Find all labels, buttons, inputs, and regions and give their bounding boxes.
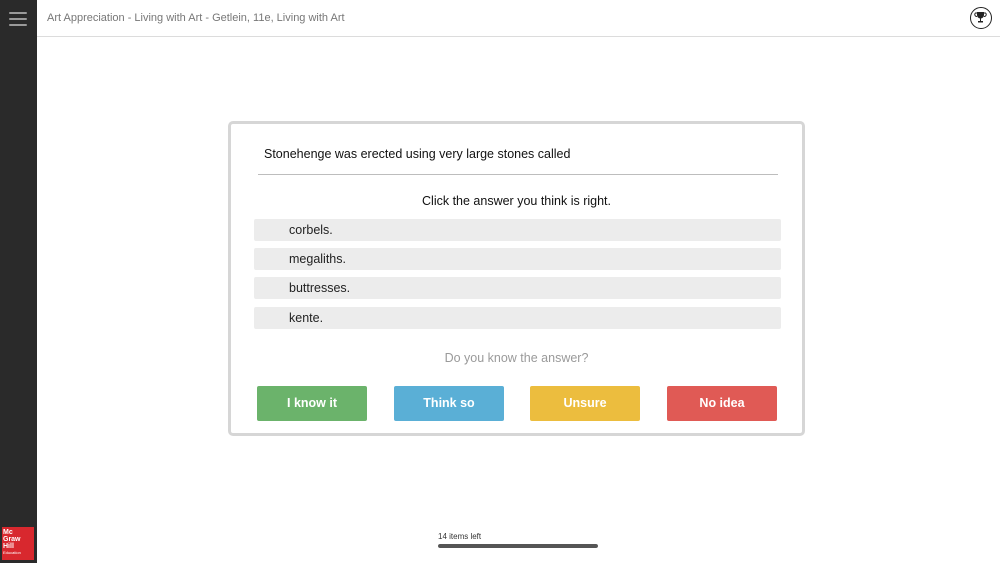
think-so-button[interactable]: Think so	[394, 386, 504, 421]
trophy-icon[interactable]	[970, 7, 992, 29]
i-know-it-button[interactable]: I know it	[257, 386, 367, 421]
divider	[258, 174, 778, 175]
answer-choice-megaliths[interactable]: megaliths.	[254, 248, 781, 270]
mcgraw-hill-logo: Mc Graw Hill Education	[2, 527, 34, 560]
progress-bar	[438, 544, 598, 548]
course-title: Art Appreciation - Living with Art - Getlein, 11e, Living with Art	[47, 12, 345, 24]
question-card	[228, 121, 805, 436]
progress-bar-fill	[438, 544, 598, 548]
sidebar	[0, 0, 37, 563]
answer-choice-buttresses[interactable]: buttresses.	[254, 277, 781, 299]
header	[37, 0, 1000, 37]
confidence-prompt: Do you know the answer?	[444, 351, 589, 365]
answer-choice-kente[interactable]: kente.	[254, 307, 781, 329]
instruction-text: Click the answer you think is right.	[422, 194, 611, 208]
hamburger-menu-icon[interactable]	[9, 12, 27, 28]
question-text: Stonehenge was erected using very large stones called	[264, 147, 571, 161]
unsure-button[interactable]: Unsure	[530, 386, 640, 421]
items-left-label: 14 items left	[438, 532, 482, 541]
no-idea-button[interactable]: No idea	[667, 386, 777, 421]
answer-choice-corbels[interactable]: corbels.	[254, 219, 781, 241]
